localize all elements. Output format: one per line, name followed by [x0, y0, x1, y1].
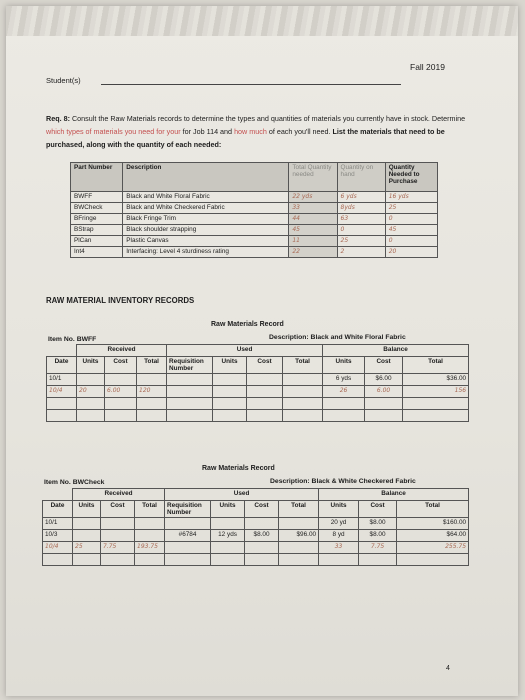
record1-description: Description: Black and White Floral Fabric	[269, 334, 406, 341]
record2-item-no: Item No. BWCheck	[44, 479, 105, 486]
table-row: PlCan Plastic Canvas 11 25 0	[71, 236, 438, 247]
term-label: Fall 2019	[410, 62, 445, 72]
table-row: BWFF Black and White Floral Fabric 22 yds 6 yds 16 yds	[71, 192, 438, 203]
req-number: Req. 8:	[46, 114, 70, 123]
header-total-needed: Total Quantity needed	[289, 163, 337, 192]
table-row	[47, 398, 469, 410]
record2-table: Received Used Balance Date Units Cost Total Requisition Number Units Cost Total Units Cost Total 10/1 20 yd $8.00 $160.00 10/3 #6784 12 yds $8.00 $96.00 8 yd $8.00 $64.00 10/4 25 7.75 193.75 33 7.75 255.75	[42, 488, 469, 566]
used-group: Used	[167, 345, 323, 357]
table-row	[43, 554, 469, 566]
received-group: Received	[77, 345, 167, 357]
inventory-section-title: RAW MATERIAL INVENTORY RECORDS	[46, 296, 195, 305]
table-row: BWCheck Black and White Checkered Fabric 33 8yds 25	[71, 203, 438, 214]
record1-title: Raw Materials Record	[211, 321, 284, 328]
handwritten-insert-1: which types of materials you need for your	[46, 127, 181, 136]
table-row: BStrap Black shoulder strapping 45 0 45	[71, 225, 438, 236]
header-part-number: Part Number	[71, 163, 123, 192]
table-row: 10/4 25 7.75 193.75 33 7.75 255.75	[43, 542, 469, 554]
requirement-text: Req. 8: Consult the Raw Materials records to determine the types and quantities of materials you currently have in stock. Determine which types of materials you need for your for Job 114 and how much of each you'll need. List the materials that need to be purchased, along with the quantity of each needed:	[46, 114, 466, 149]
balance-group: Balance	[323, 345, 469, 357]
table-row: 10/4 20 6.00 120 26 6.00 156	[47, 386, 469, 398]
record1-item-no: Item No. BWFF	[48, 336, 97, 343]
materials-summary-table	[70, 162, 438, 258]
table-row: 10/3 #6784 12 yds $8.00 $96.00 8 yd $8.00 $64.00	[43, 530, 469, 542]
student-name-line	[101, 84, 401, 85]
record2-title: Raw Materials Record	[202, 465, 275, 472]
student-label: Student(s)	[46, 76, 81, 85]
background-clutter	[6, 6, 518, 36]
table-row: 10/1 20 yd $8.00 $160.00	[43, 518, 469, 530]
header-on-hand: Quantity on hand	[337, 163, 385, 192]
record2-description: Description: Black & White Checkered Fabric	[270, 478, 416, 485]
table-row: Int4 Interfacing: Level 4 sturdiness rating 22 2 20	[71, 247, 438, 258]
balance-group: Balance	[319, 489, 469, 501]
page-number: 4	[446, 665, 450, 672]
table-row: 10/1 6 yds $6.00 $36.00	[47, 374, 469, 386]
used-group: Used	[165, 489, 319, 501]
handwritten-insert-2: how much	[234, 127, 267, 136]
table-row: BFringe Black Fringe Trim 44 63 0	[71, 214, 438, 225]
record1-table: Received Used Balance Date Units Cost Total Requisition Number Units Cost Total Units Cost Total 10/1 6 yds $6.00 $36.00 10/4 20 6.00 120 26 6.00 156	[46, 344, 469, 422]
table-row	[47, 410, 469, 422]
received-group: Received	[73, 489, 165, 501]
header-to-purchase: Quantity Needed to Purchase	[385, 163, 437, 192]
worksheet-page	[6, 6, 518, 696]
header-description: Description	[123, 163, 289, 192]
